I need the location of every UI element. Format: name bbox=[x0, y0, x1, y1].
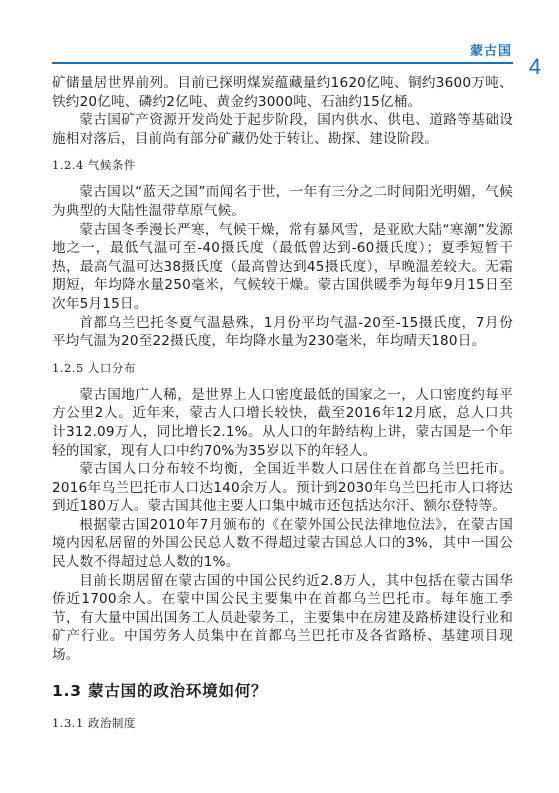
paragraph: 蒙古国人口分布较不均衡，全国近半数人口居住在首都乌兰巴托市。2016年乌兰巴托市人口达140余万人。预计到2030年乌兰巴托市人口将达到近180万人。蒙古国其他主要人口集中城市还包括达尔汗、额尔登特等。 bbox=[52, 461, 513, 515]
paragraph: 蒙古国地广人稀，是世界上人口密度最低的国家之一，人口密度约每平方公里2人。近年来，蒙古人口增长较快，截至2016年12月底，总人口共计312.09万人，同比增长2.1%。从人口的年龄结构上讲，蒙古国是一个年轻的国家，现有人口中约70%为35岁以下的年轻人。 bbox=[52, 386, 513, 459]
subsection-heading-climate: 1.2.4 气候条件 bbox=[52, 158, 136, 173]
paragraph: 首都乌兰巴托冬夏气温悬殊，1月份平均气温-20至-15摄氏度，7月份平均气温为20至22摄氏度，年均降水量为230毫米，年均晴天180日。 bbox=[52, 314, 513, 350]
running-header-title: 蒙古国 bbox=[469, 44, 512, 59]
paragraph: 蒙古国以“蓝天之国”而闻名于世，一年有三分之二时间阳光明媚，气候为典型的大陆性温带草原气候。 bbox=[52, 184, 513, 219]
paragraph: 根据蒙古国2010年7月颁布的《在蒙外国公民法律地位法》，在蒙古国境内因私居留的外国公民总人数不得超过蒙古国总人口的3%，其中一国公民人数不得超过总人数的1%。 bbox=[52, 516, 513, 571]
page-header bbox=[0, 0, 513, 62]
page-number: 4 bbox=[528, 54, 542, 79]
subsection-heading-population: 1.2.5 人口分布 bbox=[52, 360, 136, 375]
section-heading-politics: 1.3 蒙古国的政治环境如何？ bbox=[52, 681, 268, 700]
paragraph: 目前长期居留在蒙古国的中国公民约近2.8万人，其中包括在蒙古国华侨近1700余人。在蒙中国公民主要集中在首都乌兰巴托市。每年施工季节，有大量中国出国务工人员赴蒙务工，主要集中在房建及路桥建设行业和矿产行业。中国劳务人员集中在首都乌兰巴托市及各省路桥、基建项目现场。 bbox=[52, 572, 513, 664]
paragraph: 蒙古国矿产资源开发尚处于起步阶段，国内供水、供电、道路等基础设施相对落后，目前尚有部分矿藏仍处于转让、勘探、建设阶段。 bbox=[52, 112, 513, 147]
header-rule bbox=[52, 62, 513, 64]
margin-strip bbox=[513, 0, 559, 793]
header-band bbox=[0, 0, 513, 31]
subsection-heading-political-system: 1.3.1 政治制度 bbox=[52, 715, 136, 730]
main-content bbox=[52, 74, 513, 741]
paragraph: 矿储量居世界前列。目前已探明煤炭蕴藏量约1620亿吨、铜约3600万吨、铁约20亿吨、磷约2亿吨、黄金约3000吨、石油约15亿桶。 bbox=[52, 75, 513, 110]
paragraph: 蒙古国冬季漫长严寒，气候干燥，常有暴风雪，是亚欧大陆“寒潮”发源地之一，最低气温可至-40摄氏度（最低曾达到-60摄氏度）；夏季短暂干热，最高气温可达38摄氏度（最高曾达到45摄氏度），早晚温差较大。无霜期短，年均降水量250毫米，气候较干燥。蒙古国供暖季为每年9月15日至次年5月15日。 bbox=[52, 221, 513, 312]
